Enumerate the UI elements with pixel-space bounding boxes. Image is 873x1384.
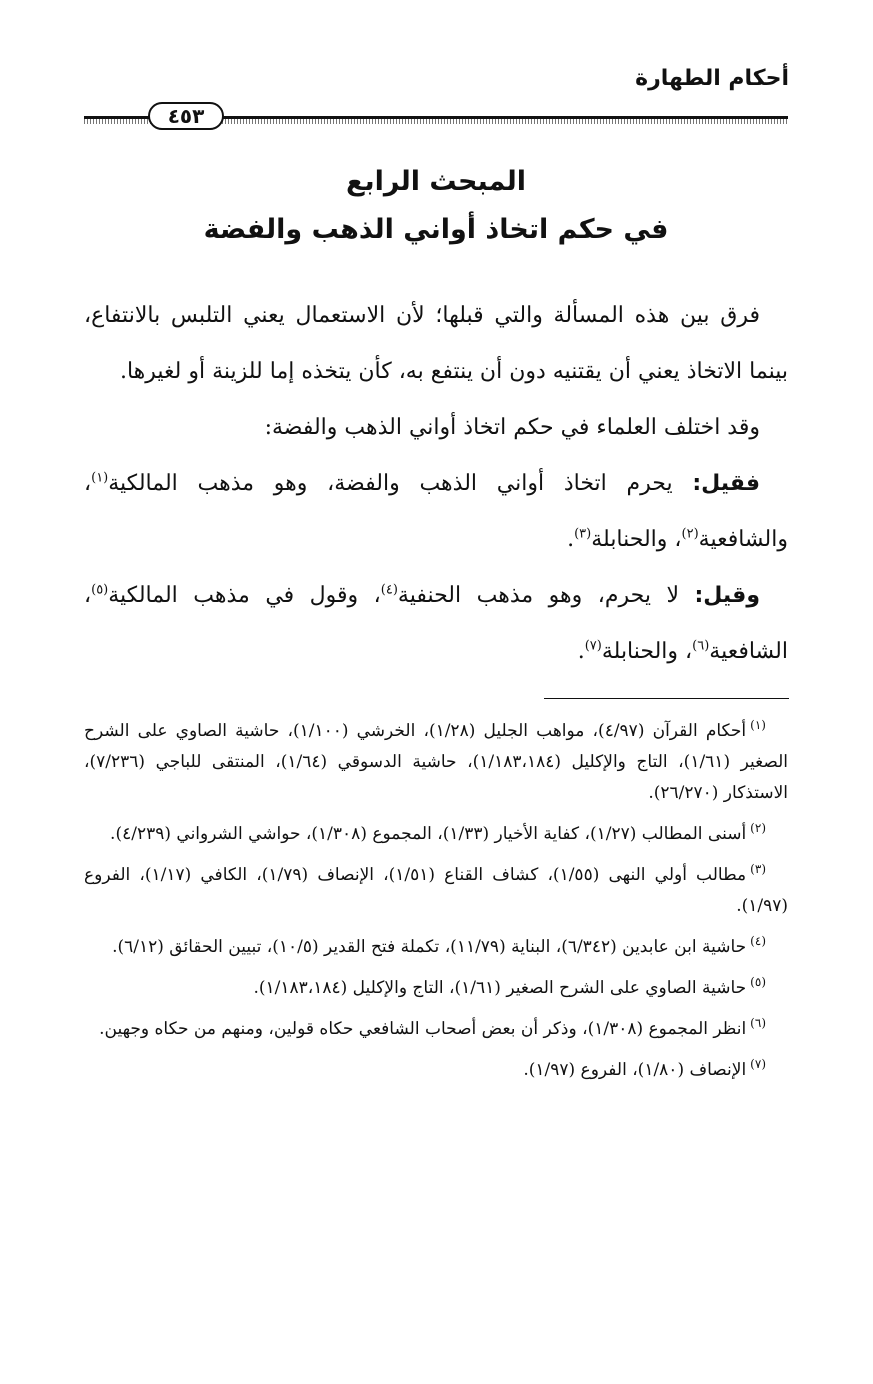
opinion-lead: فقيل: [692,471,760,496]
footnote-1 [84,716,788,809]
footnote-number: (٦) [750,1016,766,1031]
footnote-5 [84,973,788,1004]
text-run: . [567,527,575,552]
footnote-number: (٣) [750,862,766,877]
opinion-lead: وقيل: [694,583,760,608]
footnote-number: (٤) [750,934,766,949]
footnote-ref[interactable]: (٥) [91,582,109,598]
footnote-2 [84,819,788,850]
footnote-ref[interactable]: (٦) [692,638,710,654]
footnote-text: حاشية ابن عابدين (٦/٣٤٢)، البناية (١١/٧٩)، تكملة فتح القدير (١٠/٥)، تبيين الحقائق (٦/١٢). [112,937,747,957]
footnote-7 [84,1055,788,1086]
footnote-number: (٢) [750,821,766,836]
text-run: . [577,639,585,664]
paragraph-first-opinion [84,456,788,568]
running-header-title: أحكام الطهارة [635,66,789,91]
text-run: يحرم اتخاذ أواني الذهب والفضة، وهو مذهب المالكية [108,471,693,496]
footnote-ref[interactable]: (٢) [681,526,699,542]
footnote-6 [84,1014,788,1045]
text-run: ، وقول في مذهب المالكية [108,583,381,608]
footnote-text: أحكام القرآن (٤/٩٧)، مواهب الجليل (١/٢٨)، الخرشي (١/١٠٠)، حاشية الصاوي على الشرح الصغير (١/٦١)، التاج والإكليل (١/١٨٣،١٨٤)، حاشية الدسوقي (١/٦٤)، المنتقى للباجي (٧/٢٣٦)، الاستذكار (٢٦/٢٧٠). [84,721,788,803]
paragraph-second-opinion [84,568,788,680]
footnote-number: (٥) [750,975,766,990]
text-run: ، والحنابلة [591,527,682,552]
footnote-ref[interactable]: (١) [91,470,109,486]
section-heading: المبحث الرابع [346,166,526,197]
paragraph-intro: فرق بين هذه المسألة والتي قبلها؛ لأن الاستعمال يعني التلبس بالانتفاع، بينما الاتخاذ يعني أن يقتنيه دون أن ينتفع به، كأن يتخذه إما للزينة أو لغيرها. [84,303,788,384]
text-run: لا يحرم، وهو مذهب الحنفية [397,583,695,608]
footnote-3 [84,860,788,922]
text-run: ، والحنابلة [601,639,693,664]
footnote-ref[interactable]: (٤) [380,582,398,598]
text-run: ، الشافعية [84,583,788,664]
footnote-text: حاشية الصاوي على الشرح الصغير (١/٦١)، التاج والإكليل (١/١٨٣،١٨٤). [253,978,747,998]
paragraph-disagreement: وقد اختلف العلماء في حكم اتخاذ أواني الذهب والفضة: [264,415,760,440]
body-text [84,288,788,680]
footnote-4 [84,932,788,963]
footnote-number: (١) [750,718,766,733]
footnote-text: أسنى المطالب (١/٢٧)، كفاية الأخيار (١/٣٣)، المجموع (١/٣٠٨)، حواشي الشرواني (٤/٢٣٩). [110,824,747,844]
footnotes [84,716,788,1096]
section-subheading: في حكم اتخاذ أواني الذهب والفضة [203,214,669,245]
page-number: ٤٥٣ [148,102,224,130]
text-run: ، والشافعية [84,471,788,552]
footnote-text: مطالب أولي النهى (١/٥٥)، كشاف القناع (١/٥١)، الإنصاف (١/٧٩)، الكافي (١/١٧)، الفروع (١/٩٧). [84,865,788,916]
footnote-number: (٧) [750,1057,766,1072]
footnote-text: الإنصاف (١/٨٠)، الفروع (١/٩٧). [523,1060,747,1080]
footnote-ref[interactable]: (٧) [584,638,602,654]
footnote-ref[interactable]: (٣) [574,526,592,542]
footnote-separator [544,698,789,699]
footnote-text: انظر المجموع (١/٣٠٨)، وذكر أن بعض أصحاب الشافعي حكاه قولين، ومنهم من حكاه وجهين. [99,1019,747,1039]
